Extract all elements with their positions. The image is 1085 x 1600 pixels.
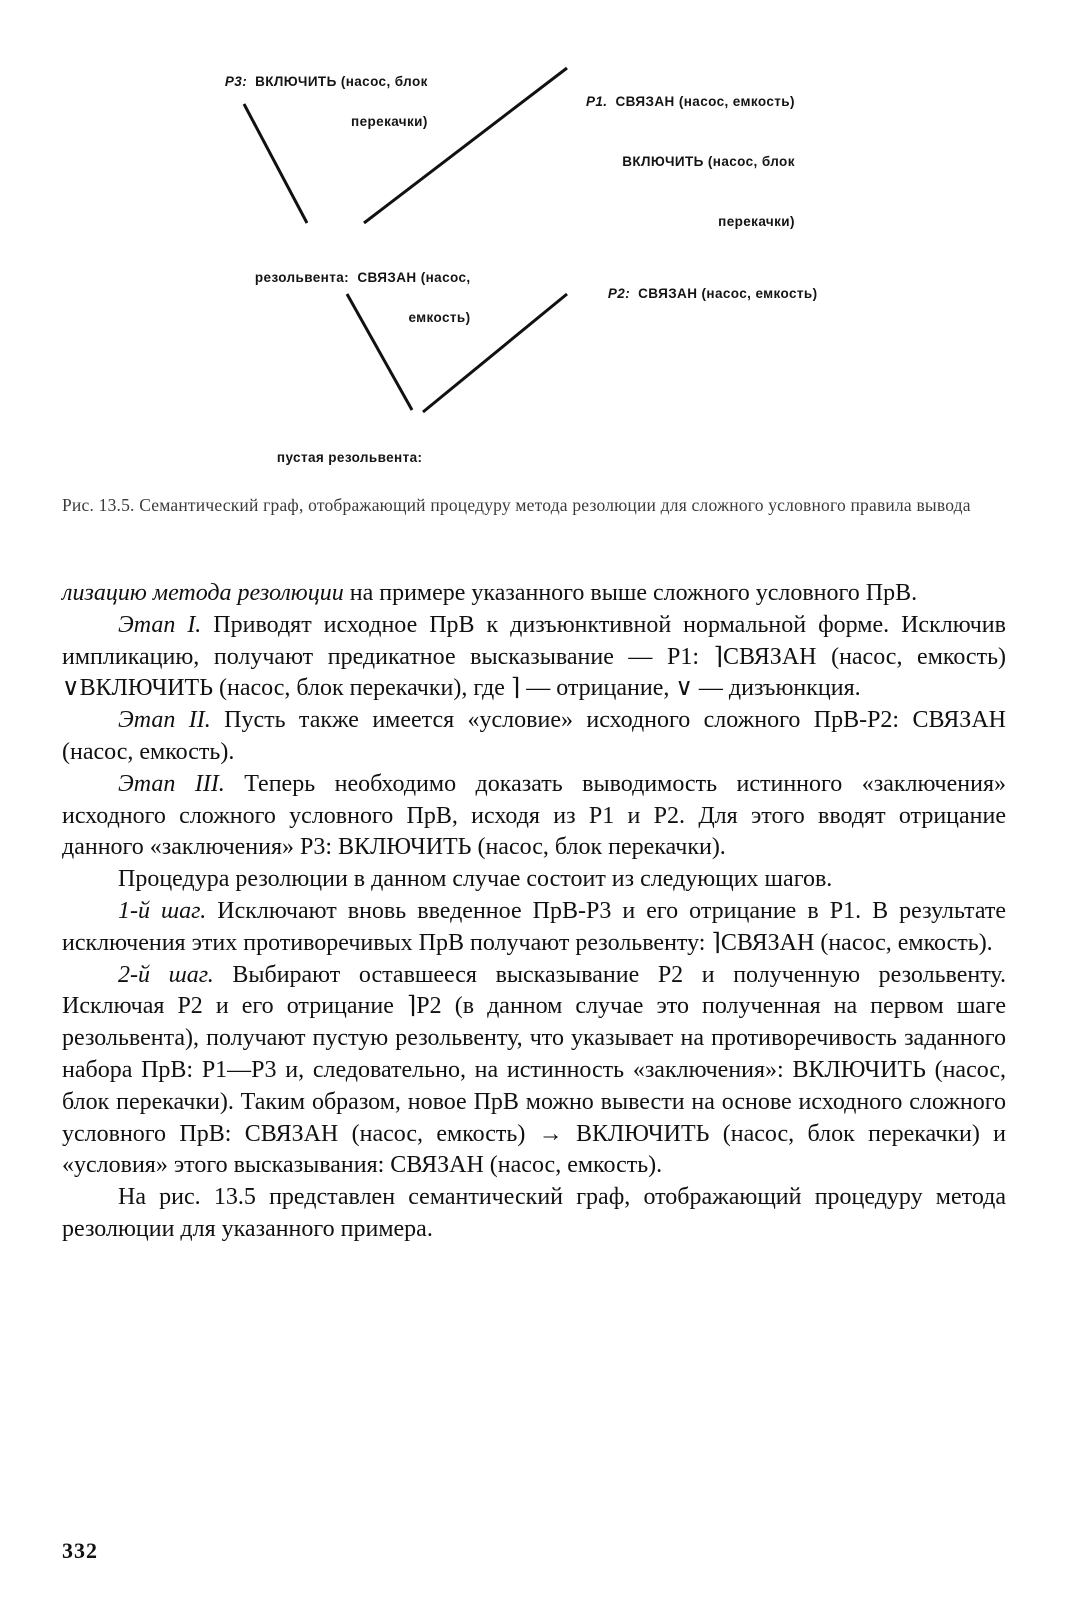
node-p3-line1: ВКЛЮЧИТЬ (насос, блок (255, 74, 428, 89)
stage-3-label: Этап III. (118, 770, 225, 797)
node-empty-resolvent (252, 428, 422, 488)
paragraph-stage-3 (62, 769, 1006, 864)
paragraph-step-1 (62, 896, 1006, 960)
page-number: 332 (62, 1538, 98, 1563)
stage-2-label: Этап II. (118, 707, 211, 734)
paragraph-stage-1 (62, 610, 1006, 705)
node-p3 (200, 52, 428, 172)
node-resolvent-line1: СВЯЗАН (насос, (357, 270, 471, 285)
body-text (62, 578, 1006, 1246)
node-p2-tag: Р2: (607, 286, 631, 301)
intro-text: на примере указанного выше сложного условного ПрВ. (343, 580, 918, 606)
graph-edges (0, 0, 1085, 470)
step-2-label: 2-й шаг. (118, 961, 214, 988)
paragraph-stage-2 (62, 705, 1006, 769)
stage-1-text: Приводят исходное ПрВ к дизъюнктивной нормальной форме. Исключив импликацию, получают предикатное высказывание — Р1: ⌉СВЯЗАН (насос, емкость) ∨ВКЛЮЧИТЬ (насос, блок перекачки), где ⌉ — отрицание, ∨ — дизъюнкция. (62, 611, 1006, 702)
node-p3-tag: Р3: (224, 74, 248, 89)
node-p2-text: СВЯЗАН (насос, емкость) (638, 286, 818, 301)
node-p1-line2: ВКЛЮЧИТЬ (насос, блок (622, 154, 795, 169)
stage-3-text: Теперь необходимо доказать выводимость истинного «заключения» исходного сложного условного ПрВ, исходя из Р1 и Р2. Для этого вводят отрицание данного «заключения» Р3: ВКЛЮЧИТЬ (насос, блок перекачки). (62, 770, 1006, 861)
paragraph-figure-reference: На рис. 13.5 представлен семантический граф, отображающий процедуру метода резолюции для указанного примера. (62, 1184, 1006, 1242)
node-p1-tag: Р1. (586, 94, 608, 109)
node-p1-line1: СВЯЗАН (насос, емкость) (615, 94, 795, 109)
node-p3-line2: перекачки) (351, 114, 428, 129)
node-resolvent-label: резольвента: (254, 270, 350, 285)
stage-1-label: Этап I. (118, 611, 202, 638)
semantic-graph-diagram (0, 0, 1085, 470)
node-resolvent-line2: емкость) (408, 310, 471, 325)
paragraph-intro (62, 578, 1006, 610)
node-p1-line3: перекачки) (718, 214, 795, 229)
step-2-text: Выбирают оставшееся высказывание Р2 и полученную резольвенту. Исключая Р2 и его отрицание ⌉Р2 (в данном случае это полученная на первом шаге резольвента), получают пустую резольвенту, что указывает на противоречивость заданного набора ПрВ: Р1—Р3 и, следовательно, на истинность «заключения»: ВКЛЮЧИТЬ (насос, блок перекачки). Таким образом, новое ПрВ можно вывести на основе исходного сложного условного ПрВ: СВЯЗАН (насос, емкость) → ВКЛЮЧИТЬ (насос, блок перекачки) и «условия» этого высказывания: СВЯЗАН (насос, емкость). (62, 961, 1006, 1179)
node-p2 (583, 264, 818, 324)
node-p1 (586, 52, 795, 272)
stage-2-text: Пусть также имеется «условие» исходного сложного ПрВ-Р2: СВЯЗАН (насос, емкость). (62, 707, 1006, 765)
node-empty-label: пустая резольвента: (276, 450, 423, 465)
step-1-label: 1-й шаг. (118, 897, 207, 924)
node-resolvent (230, 248, 471, 368)
intro-italic: лизацию метода резолюции (62, 580, 344, 606)
figure-caption: Рис. 13.5. Семантический граф, отображающий процедуру метода резолюции для сложного условного правила вывода (62, 495, 971, 515)
step-1-text: Исключают вновь введенное ПрВ-Р3 и его отрицание в Р1. В результате исключения этих противоречивых ПрВ получают резольвенту: ⌉СВЯЗАН (насос, емкость). (62, 897, 1006, 956)
paragraph-procedure: Процедура резолюции в данном случае состоит из следующих шагов. (118, 866, 833, 893)
paragraph-step-2 (62, 960, 1006, 1183)
